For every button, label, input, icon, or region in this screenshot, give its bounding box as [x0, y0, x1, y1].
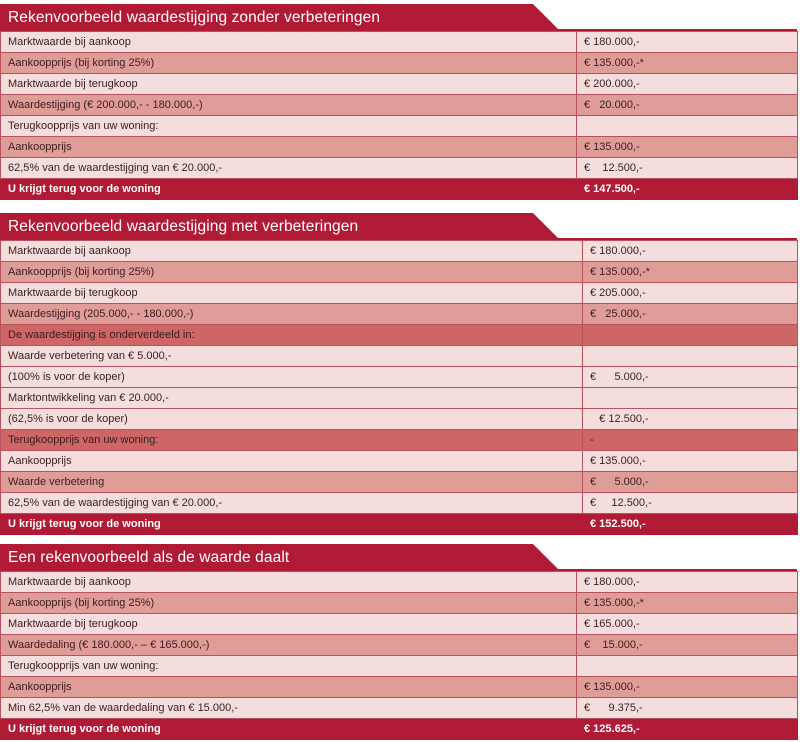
row-label: Marktwaarde bij terugkoop [1, 283, 583, 304]
section-banner [0, 4, 797, 31]
table-row [1, 593, 798, 614]
row-label: Aankoopprijs (bij korting 25%) [1, 53, 577, 74]
row-value [577, 116, 798, 137]
row-value: - [583, 430, 798, 451]
row-value [583, 346, 798, 367]
section-title: Een rekenvoorbeeld als de waarde daalt [8, 549, 290, 566]
row-label: Waarde verbetering [1, 472, 583, 493]
row-value: € 5.000,- [583, 367, 798, 388]
table-row [1, 116, 798, 137]
table-row [1, 325, 798, 346]
table-row [1, 346, 798, 367]
row-label: Waardestijging (€ 200.000,- - 180.000,-) [1, 95, 577, 116]
row-value: € 20.000,- [577, 95, 798, 116]
banner-underline [0, 29, 797, 31]
total-row [1, 179, 798, 200]
section-banner [0, 544, 797, 571]
row-value: € 135.000,-* [583, 262, 798, 283]
row-value: € 135.000,-* [577, 53, 798, 74]
row-value: € 180.000,- [583, 241, 798, 262]
table-row [1, 367, 798, 388]
table-row [1, 635, 798, 656]
row-value: € 135.000,- [577, 677, 798, 698]
table-row [1, 304, 798, 325]
row-label: (100% is voor de koper) [1, 367, 583, 388]
row-label: Waardedaling (€ 180.000,- – € 165.000,-) [1, 635, 577, 656]
row-label: Marktontwikkeling van € 20.000,- [1, 388, 583, 409]
table-row [1, 74, 798, 95]
table-row [1, 388, 798, 409]
row-label: Aankoopprijs [1, 137, 577, 158]
total-row [1, 719, 798, 740]
row-label: Aankoopprijs [1, 451, 583, 472]
row-value: € 9.375,- [577, 698, 798, 719]
table-row [1, 95, 798, 116]
row-label: Marktwaarde bij terugkoop [1, 74, 577, 95]
table-row [1, 262, 798, 283]
row-label: Marktwaarde bij aankoop [1, 32, 577, 53]
row-label: 62,5% van de waardestijging van € 20.000,- [1, 158, 577, 179]
row-label: Aankoopprijs (bij korting 25%) [1, 262, 583, 283]
row-value: € 152.500,- [583, 514, 798, 535]
section-title: Rekenvoorbeeld waardestijging met verbeteringen [8, 218, 359, 235]
row-label: Aankoopprijs (bij korting 25%) [1, 593, 577, 614]
row-label: Marktwaarde bij terugkoop [1, 614, 577, 635]
table-row [1, 32, 798, 53]
table-row [1, 472, 798, 493]
row-label: Waarde verbetering van € 5.000,- [1, 346, 583, 367]
row-value: € 147.500,- [577, 179, 798, 200]
table-row [1, 241, 798, 262]
table-row [1, 698, 798, 719]
table-row [1, 451, 798, 472]
row-label: Marktwaarde bij aankoop [1, 572, 577, 593]
row-label: Terugkoopprijs van uw woning: [1, 430, 583, 451]
banner-underline [0, 238, 797, 240]
table-row [1, 53, 798, 74]
row-value: € 12.500,- [583, 409, 798, 430]
table-row [1, 493, 798, 514]
row-value: € 15.000,- [577, 635, 798, 656]
row-label: Waardestijging (205.000,- - 180.000,-) [1, 304, 583, 325]
row-value: € 180.000,- [577, 32, 798, 53]
row-label: Terugkoopprijs van uw woning: [1, 656, 577, 677]
table-row [1, 656, 798, 677]
row-value [583, 325, 798, 346]
row-value: € 180.000,- [577, 572, 798, 593]
table-row [1, 614, 798, 635]
row-label: U krijgt terug voor de woning [1, 514, 583, 535]
row-label: Aankoopprijs [1, 677, 577, 698]
section-waarde-daalt [0, 544, 797, 740]
table-row [1, 283, 798, 304]
row-value: € 125.625,- [577, 719, 798, 740]
table-row [1, 158, 798, 179]
row-value: € 5.000,- [583, 472, 798, 493]
banner-underline [0, 569, 797, 571]
row-label: Min 62,5% van de waardedaling van € 15.000,- [1, 698, 577, 719]
row-value: € 25.000,- [583, 304, 798, 325]
table-row [1, 677, 798, 698]
row-value: € 135.000,-* [577, 593, 798, 614]
section-title: Rekenvoorbeeld waardestijging zonder verbeteringen [8, 9, 381, 26]
table-row [1, 409, 798, 430]
table-row [1, 137, 798, 158]
row-value: € 135.000,- [583, 451, 798, 472]
row-label: 62,5% van de waardestijging van € 20.000,- [1, 493, 583, 514]
row-value [583, 388, 798, 409]
table-row [1, 572, 798, 593]
row-value: € 205.000,- [583, 283, 798, 304]
calculation-table [0, 240, 798, 535]
row-label: De waardestijging is onderverdeeld in: [1, 325, 583, 346]
row-value: € 135.000,- [577, 137, 798, 158]
row-value: € 12.500,- [577, 158, 798, 179]
row-label: U krijgt terug voor de woning [1, 719, 577, 740]
row-value: € 200.000,- [577, 74, 798, 95]
calculation-table [0, 31, 798, 200]
row-value: € 12.500,- [583, 493, 798, 514]
row-label: Terugkoopprijs van uw woning: [1, 116, 577, 137]
row-label: (62,5% is voor de koper) [1, 409, 583, 430]
row-value: € 165.000,- [577, 614, 798, 635]
total-row [1, 514, 798, 535]
row-label: U krijgt terug voor de woning [1, 179, 577, 200]
row-label: Marktwaarde bij aankoop [1, 241, 583, 262]
section-zonder-verbeteringen [0, 4, 797, 200]
row-value [577, 656, 798, 677]
calculation-table [0, 571, 798, 740]
table-row [1, 430, 798, 451]
section-banner [0, 213, 797, 240]
section-met-verbeteringen [0, 213, 797, 535]
